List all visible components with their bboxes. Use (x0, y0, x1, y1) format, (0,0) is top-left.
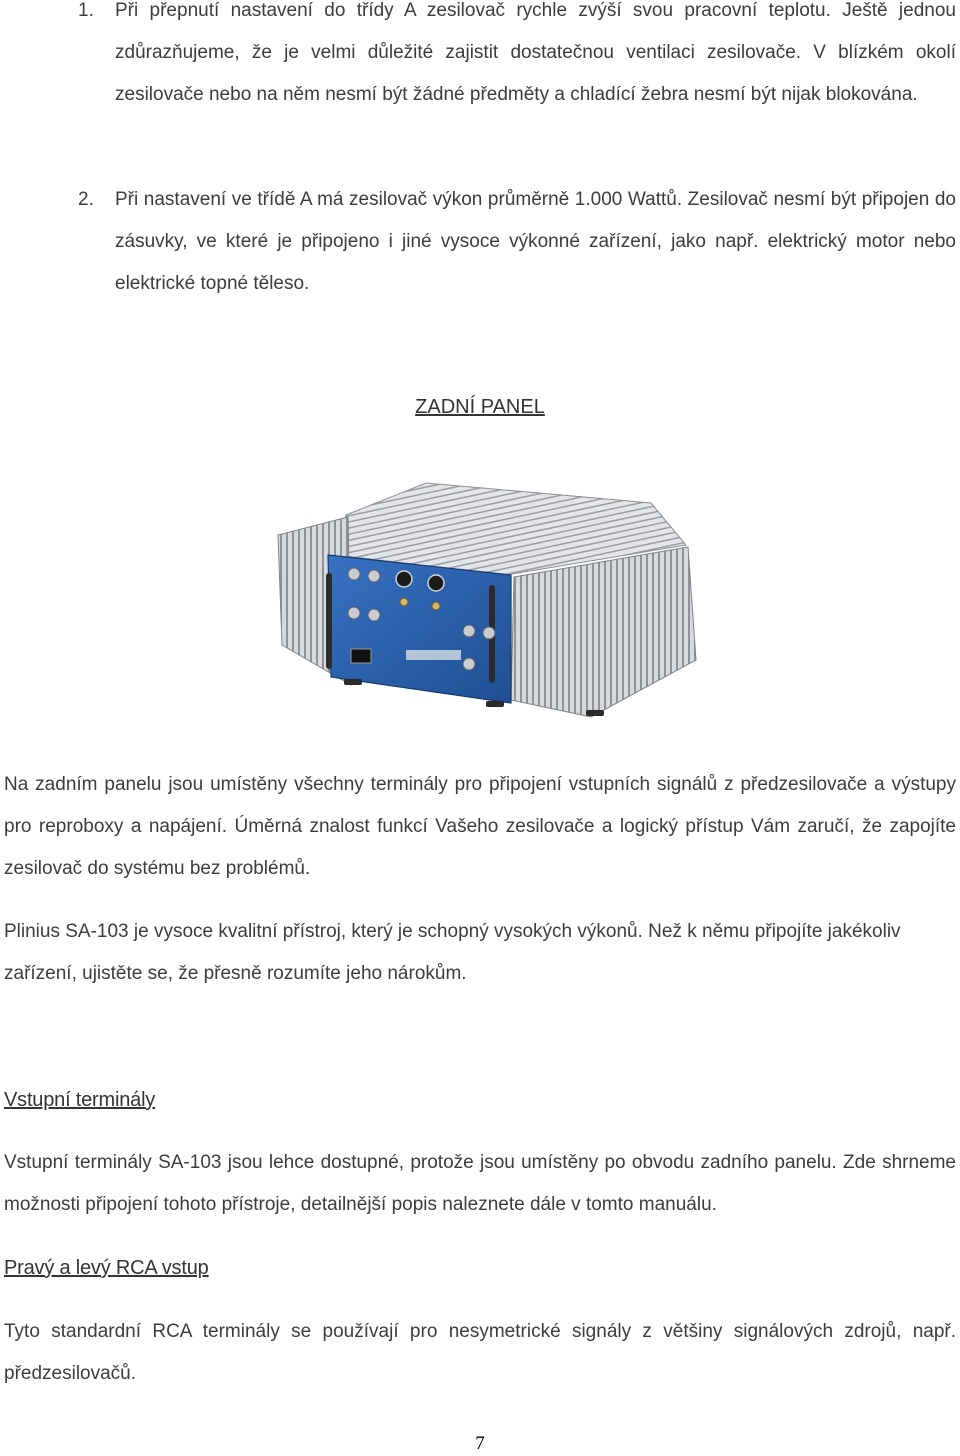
list-item-2-text: Při nastavení ve třídě A má zesilovač výkon průměrně 1.000 Wattů. Zesilovač nesmí být připojen do zásuvky, ve které je připojeno i jiné vysoce výkonné zařízení, jako např. elektrický motor nebo elektrické topné těleso. (115, 189, 956, 294)
list-item-1-text: Při přepnutí nastavení do třídy A zesilovač rychle zvýší svou pracovní teplotu. Ještě jednou zdůrazňujeme, že je velmi důležité zajistit dostatečnou ventilaci zesilovače. V blízkém okolí zesilovače nebo na něm nesmí být žádné předměty a chladící žebra nesmí být nijak blokována. (115, 0, 956, 105)
rca-heading: Pravý a levý RCA vstup (4, 1257, 209, 1279)
section-title: ZADNÍ PANEL (415, 396, 545, 418)
amplifier-illustration (256, 455, 706, 737)
list-number-1: 1. (78, 0, 94, 21)
list-number-2: 2. (78, 189, 94, 210)
rear-panel-paragraph-1: Na zadním panelu jsou umístěny všechny terminály pro připojení vstupních signálů z předzesilovače a výstupy pro reproboxy a napájení. Úměrná znalost funkcí Vašeho zesilovače a logický přístup Vám zaručí, že zapojíte zesilovač do systému bez problémů. (4, 774, 956, 879)
inputs-paragraph: Vstupní terminály SA-103 jsou lehce dostupné, protože jsou umístěny po obvodu zadního panelu. Zde shrneme možnosti připojení tohoto přístroje, detailnější popis naleznete dále v tomto manuálu. (4, 1152, 956, 1215)
amplifier-rear-panel-photo (256, 455, 706, 737)
rear-panel-paragraph-2: Plinius SA-103 je vysoce kvalitní přístroj, který je schopný vysokých výkonů. Než k němu připojíte jakékoliv zařízení, ujistěte se, že přesně rozumíte jeho nárokům. (4, 921, 901, 984)
inputs-heading: Vstupní terminály (4, 1089, 156, 1111)
page-number: 7 (475, 1433, 485, 1454)
rca-paragraph: Tyto standardní RCA terminály se používají pro nesymetrické signály z většiny signálových zdrojů, např. předzesilovačů. (4, 1321, 956, 1384)
